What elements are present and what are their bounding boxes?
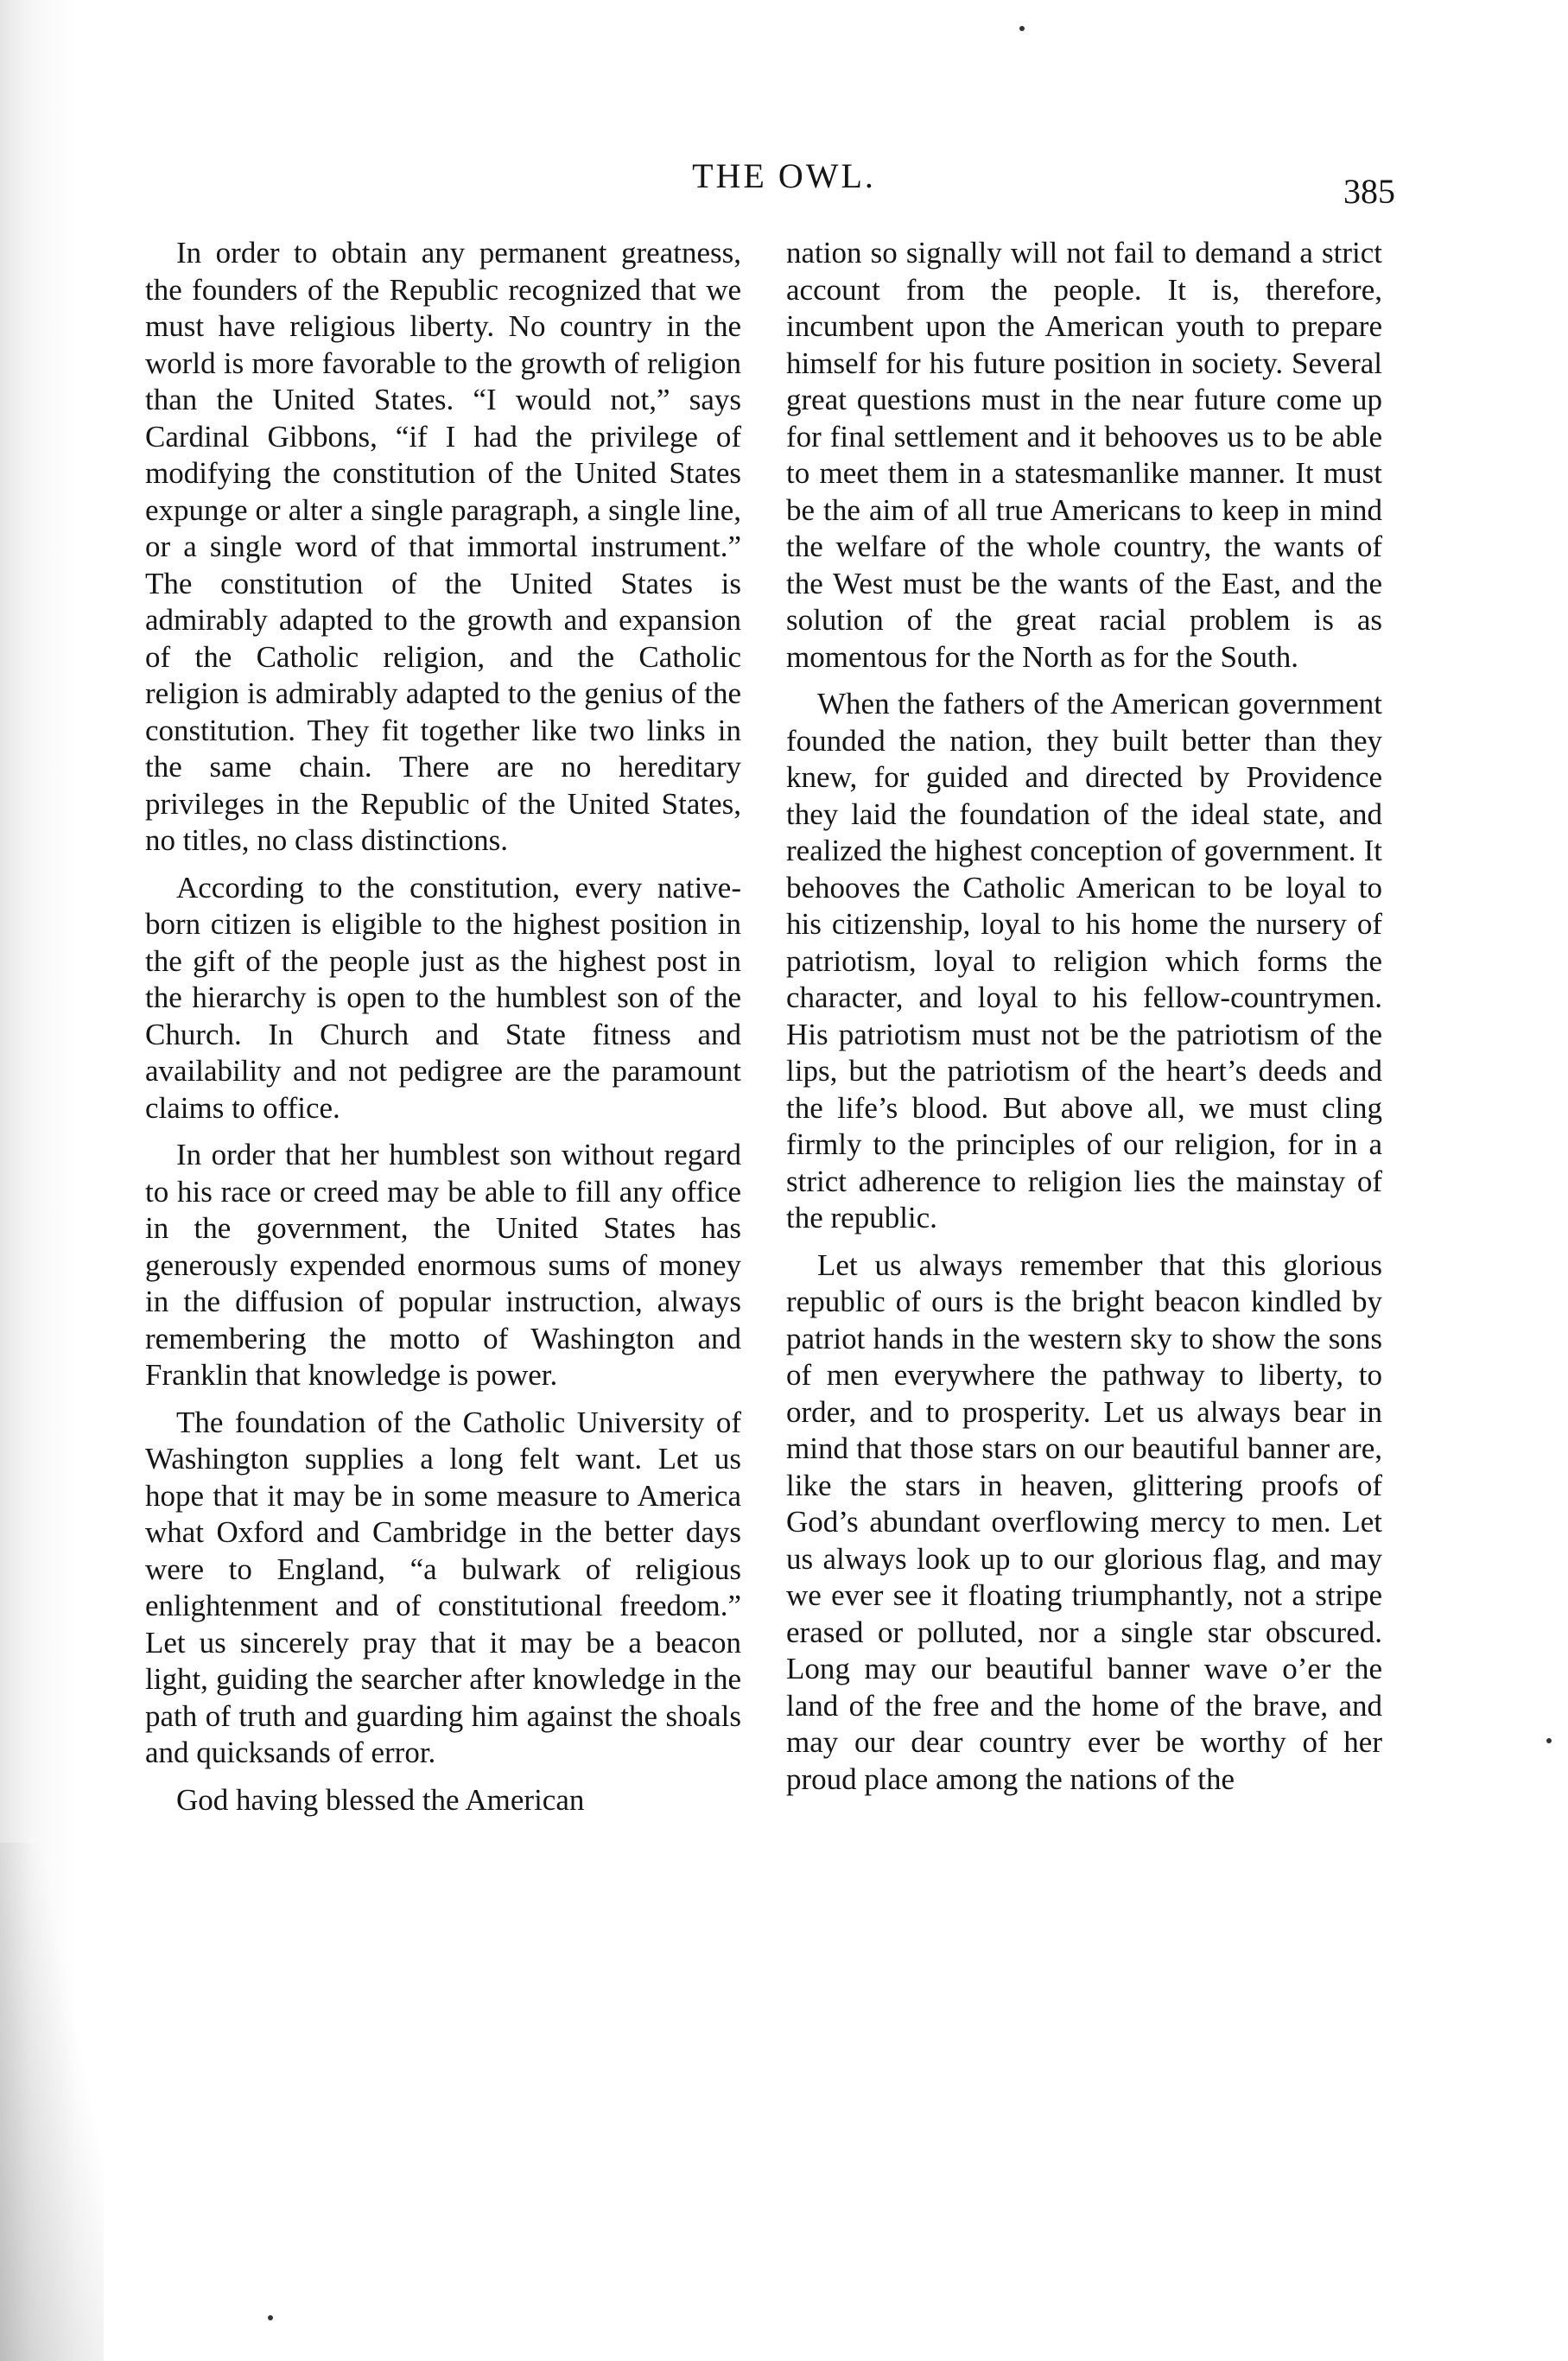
paragraph: The foundation of the Catholic University of Washington supplies a long felt want. Let us hope that it may be in some measure to America what Oxford and Cambridge in the better days were to England, “a bulwark of religious enlightenment and of constitutional freedom.” Let us sincerely pray that it may be a beacon light, guiding the searcher after knowledge in the path of truth and guarding him against the shoals and quicksands of error. [145,1405,741,1769]
ink-speck [1019,26,1025,31]
paragraph: In order that her humblest son without regard to his race or creed may be able to fill any office in the government, the United States has generously expended enormous sums of money in the diffusion of popular instruction, always remembering the motto of Washington and Franklin that knowledge is power. [145,1138,741,1392]
paragraph: According to the constitution, every native-born citizen is eligible to the highest position in the gift of the people just as the highest post in the hierarchy is open to the humblest son of the Church. In Church and State fitness and availability and not pedigree are the paramount claims to office. [145,870,741,1125]
paragraph: Let us always remember that this glorious republic of ours is the bright beacon kindled by patriot hands in the western sky to show the sons of men everywhere the pathway to liberty, to order, and to prosperity. Let us always bear in mind that those stars on our beautiful banner are, like the stars in heaven, glittering proofs of God’s abundant overflowing mercy to men. Let us always look up to our glorious flag, and may we ever see it floating triumphantly, not a stripe erased or polluted, nor a single star obscured. Long may our beautiful banner wave o’er the land of the free and the home of the brave, and may our dear country ever be worthy of her proud place among the nations of the [786,1247,1382,1796]
page-scan-shadow [0,1843,104,2361]
paragraph: God having blessed the American [176,1782,585,1817]
paragraph: In order to obtain any permanent greatness, the founders of the Republic recognized that we must have religious liberty. No country in the world is more favorable to the growth of religion than the United States. “I would not,” says Cardinal Gibbons, “if I had the privilege of modifying the constitution of the United States expunge or alter a single paragraph, a single line, or a single word of that immortal instrument.” The constitution of the United States is admirably adapted to the growth and expansion of the Catholic religion, and the Catholic religion is admirably adapted to the genius of the constitution. They fit together like two links in the same chain. There are no hereditary privileges in the Republic of the United States, no titles, no class distinctions. [145,236,741,857]
page-number: 385 [1343,172,1395,211]
ink-speck [1546,1738,1552,1743]
paragraph: When the fathers of the American government founded the nation, they built better than they knew, for guided and directed by Providence they laid the foundation of the ideal state, and realized the highest conception of government. It behooves the Catholic American to be loyal to his citizenship, loyal to his home the nursery of patriotism, loyal to religion which forms the character, and loyal to his fellow-countrymen. His patriotism must not be the patriotism of the lips, but the patriotism of the heart’s deeds and the life’s blood. But above all, we must cling firmly to the principles of our religion, for in a strict adherence to religion lies the mainstay of the republic. [786,687,1382,1234]
journal-title: THE OWL. [692,156,876,195]
right-column [786,235,1382,1808]
left-column [145,235,741,1829]
paragraph-continued: nation so signally will not fail to demand a strict account from the people. It is, therefore, incumbent upon the American youth to prepare himself for his future position in society. Several great questions must in the near future come up for final settlement and it behooves us to be able to meet them in a statesmanlike manner. It must be the aim of all true Americans to keep in mind the welfare of the whole country, the wants of the West must be the wants of the East, and the solution of the great racial problem is as momentous for the North as for the South. [786,236,1382,674]
ink-speck [268,2315,273,2320]
running-head [0,155,1568,211]
